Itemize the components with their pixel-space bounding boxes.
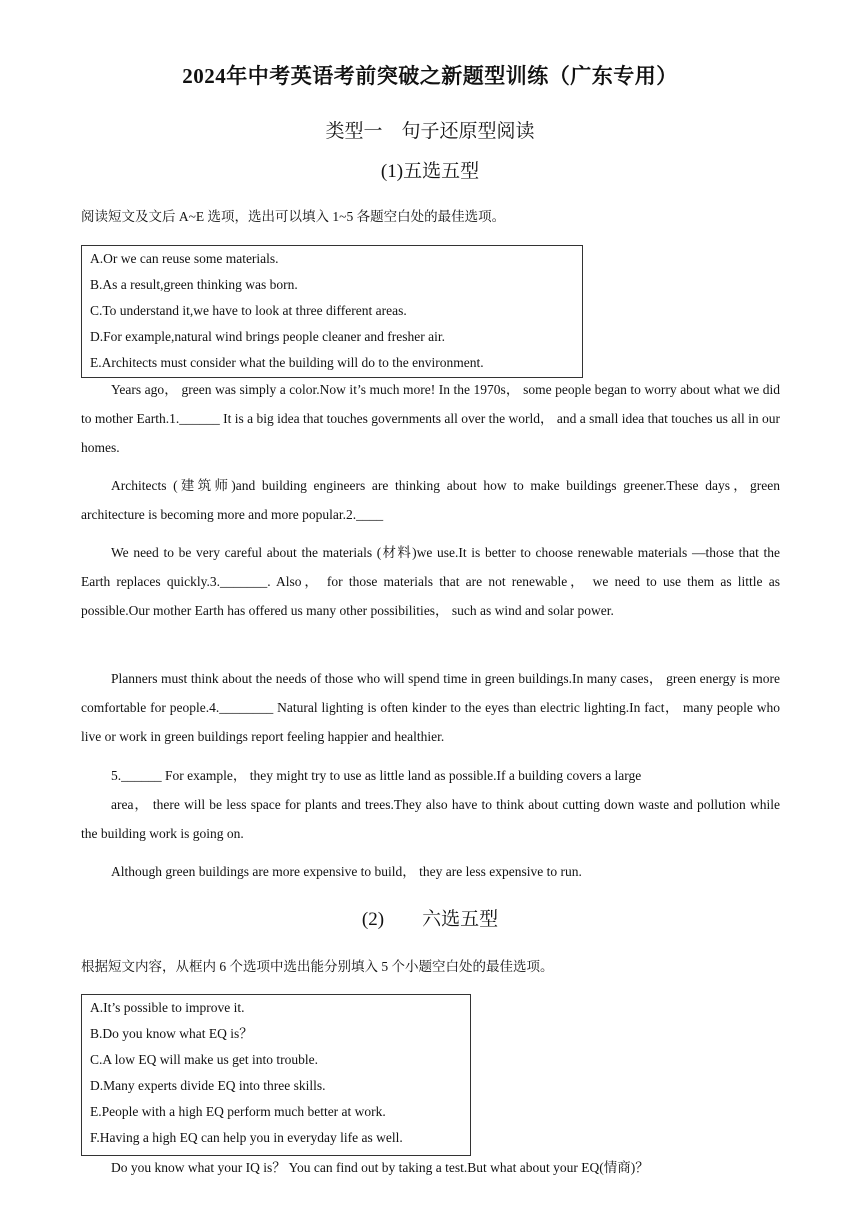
option-e: E.Architects must consider what the building will do to the environment. [90,355,484,370]
option-e: E.People with a high EQ perform much better at work. [90,1104,386,1119]
option-c: C.A low EQ will make us get into trouble. [90,1052,318,1067]
section1-paragraph-3 [81,538,780,625]
section1-paragraph-4 [81,664,780,751]
paragraph-text: Planners must think about the needs of those who will spend time in green buildings.In many cases， green energy is more comfortable for people.4.________ Natural lighting is often kinder to the eyes than electric lighting.In fact， many people who live or work in green buildings report feeling happier and healthier. [81,671,780,744]
option-a: A.It’s possible to improve it. [90,1000,245,1015]
section1-paragraph-5b [81,790,780,848]
page-title: 2024年中考英语考前突破之新题型训练（广东专用） [182,64,678,88]
paragraph-text: Architects (建筑师)and building engineers are thinking about how to make buildings greener.These days，green architecture is becoming more and more popular.2.____ [81,478,780,522]
paragraph-text: 5.______ For example， they might try to use as little land as possible.If a building covers a large [111,768,642,783]
paragraph-text: Do you know what your IQ is？ You can find out by taking a test.But what about your EQ(情商)？ [111,1160,649,1175]
section1-instruction: 阅读短文及文后 A~E 选项，选出可以填入 1~5 各题空白处的最佳选项。 [81,209,506,224]
section1-paragraph-6 [81,857,780,886]
section1-paragraph-1 [81,375,780,462]
option-d: D.Many experts divide EQ into three skills. [90,1078,326,1093]
section1-paragraph-5a [81,761,780,790]
paragraph-text: We need to be very careful about the materials (材料)we use.It is better to choose renewable materials —those that the Earth replaces quickly.3._______. Also， for those materials that are not renewable， we need to use them as little as possible.Our mother Earth has offered us many other possibilities， such as wind and solar power. [81,545,780,618]
section1-options-box [81,245,583,378]
paragraph-text: area， there will be less space for plants and trees.They also have to think about cutting down waste and pollution while the building work is going on. [81,797,780,841]
paragraph-text: Years ago， green was simply a color.Now it’s much more! In the 1970s， some people began to worry about what we did to mother Earth.1.______ It is a big idea that touches governments all over the world， and a small idea that touches us all in our homes. [81,382,780,455]
section2-paragraph-1 [81,1153,780,1182]
option-b: B.Do you know what EQ is？ [90,1026,253,1041]
section2-options-box [81,994,471,1156]
paragraph-text: Although green buildings are more expensive to build， they are less expensive to run. [111,864,582,879]
section2-instruction: 根据短文内容，从框内 6 个选项中选出能分别填入 5 个小题空白处的最佳选项。 [81,959,554,974]
type-heading: 类型一 句子还原型阅读 [325,121,535,142]
option-c: C.To understand it,we have to look at three different areas. [90,303,407,318]
option-b: B.As a result,green thinking was born. [90,277,298,292]
option-d: D.For example,natural wind brings people cleaner and fresher air. [90,329,445,344]
option-f: F.Having a high EQ can help you in everyday life as well. [90,1130,403,1145]
section1-paragraph-2 [81,471,780,529]
option-a: A.Or we can reuse some materials. [90,251,279,266]
section1-heading: (1)五选五型 [380,161,480,182]
section2-heading: (2) 六选五型 [361,909,499,930]
